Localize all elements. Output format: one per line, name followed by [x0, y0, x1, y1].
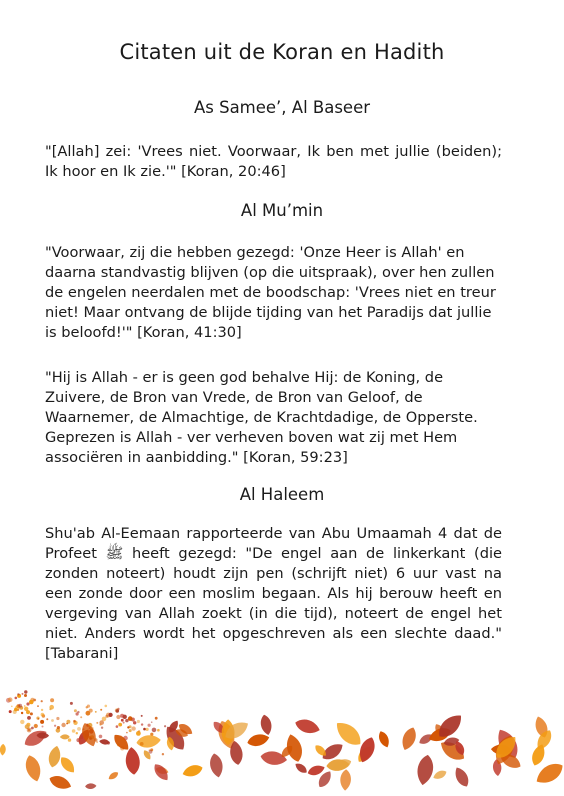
leaf-particle	[24, 690, 27, 693]
section-heading-al-haleem: Al Haleem	[239, 485, 325, 504]
leaf-shape	[399, 725, 419, 752]
leaf-particle	[116, 715, 120, 719]
leaf-particle	[9, 710, 12, 713]
leaf-particle	[24, 707, 28, 711]
leaf-particle	[126, 732, 128, 734]
leaf-particle	[30, 712, 33, 715]
leaf-particle	[21, 712, 23, 714]
leaf-particle	[133, 721, 136, 724]
leaf-particle	[99, 735, 103, 739]
leaf-particle	[131, 726, 135, 730]
leaf-shape	[340, 769, 352, 791]
leaf-particle	[95, 711, 97, 713]
leaf-particle	[26, 702, 29, 705]
leaf-particle	[151, 721, 153, 723]
leaf-particle	[74, 709, 77, 712]
leaf-shape	[85, 783, 97, 789]
leaf-particle	[24, 705, 26, 707]
leaf-particle	[46, 718, 48, 720]
leaf-particle	[27, 728, 32, 733]
leaf-shape	[452, 765, 472, 789]
page-title: Citaten uit de Koran en Hadith	[119, 40, 445, 64]
leaf-shape	[259, 714, 273, 736]
leaf-particle	[77, 727, 81, 731]
leaf-particle	[37, 705, 39, 707]
leaf-particle	[24, 694, 27, 697]
leaf-shape	[23, 753, 44, 783]
leaf-particle	[50, 698, 54, 702]
leaf-particle	[164, 725, 166, 727]
leaf-particle	[109, 713, 113, 717]
leaf-particle	[68, 738, 71, 741]
leaf-particle	[41, 713, 45, 717]
leaf-particle	[141, 715, 143, 717]
leaf-particle	[120, 714, 124, 718]
quote-paragraph: "Voorwaar, zij die hebben gezegd: 'Onze Heer is Allah' en daarna standvastig blijven (op die uitspraak), over hen zullen de engelen neerdalen met de boodschap: 'Vrees niet en treur niet! Maar ontvang de blijde tijding van het Paradijs dat jullie is beloofd!'" [Koran, 41:30]	[45, 244, 496, 341]
leaf-particle	[49, 708, 51, 710]
leaf-particle	[121, 719, 124, 722]
leaf-particle	[149, 749, 151, 751]
leaf-particle	[42, 726, 44, 728]
leaf-particle	[14, 708, 17, 711]
leaf-shape	[181, 763, 204, 779]
section-heading-as-samee: As Samee’, Al Baseer	[193, 98, 371, 117]
leaf-particle	[29, 700, 34, 705]
leaf-particle	[40, 720, 44, 724]
leaf-particle	[143, 728, 146, 731]
leaf-particle	[86, 711, 91, 716]
leaf-particle	[150, 733, 153, 736]
leaf-shape	[107, 770, 120, 781]
leaf-particle	[100, 709, 102, 711]
leaf-particle	[76, 732, 78, 734]
leaf-particle	[138, 730, 140, 732]
leaf-particle	[116, 725, 119, 728]
leaf-particle	[123, 722, 125, 724]
leaf-particle	[73, 720, 76, 723]
leaf-particle	[152, 728, 157, 733]
leaf-particle	[76, 712, 79, 715]
leaf-shape	[58, 754, 78, 775]
leaf-particle	[15, 697, 18, 700]
leaf-particle	[22, 693, 24, 695]
leaf-shape	[415, 754, 435, 787]
leaf-particle	[155, 717, 158, 720]
leaf-particle	[54, 725, 56, 727]
leaf-particle	[33, 699, 36, 702]
leaf-shape	[136, 734, 162, 749]
leaf-shape	[377, 730, 392, 749]
leaf-particle	[116, 709, 120, 713]
leaf-particle	[127, 726, 129, 728]
leaf-particle	[41, 700, 43, 702]
leaf-particle	[57, 726, 60, 729]
leaf-shape	[293, 761, 308, 775]
leaf-particle	[31, 727, 34, 730]
leaf-particle	[146, 728, 149, 731]
leaf-particle	[137, 720, 140, 723]
leaf-shape	[0, 744, 6, 756]
quote-paragraph: "[Allah] zei: 'Vrees niet. Voorwaar, Ik ben met jullie (beiden); Ik hoor en Ik zie.'" [Koran, 20:46]	[45, 143, 502, 180]
leaf-shape	[47, 773, 73, 792]
leaf-particle	[157, 729, 160, 732]
leaf-particle	[41, 709, 43, 711]
leaf-particle	[51, 719, 54, 722]
leaf-particle	[17, 693, 19, 695]
leaf-particle	[148, 724, 151, 727]
leaf-particle	[56, 717, 59, 720]
leaf-particle	[34, 724, 38, 728]
leaf-particle	[105, 705, 108, 708]
section-heading-al-mumin: Al Mu’min	[240, 201, 324, 220]
quote-paragraph: "Hij is Allah - er is geen god behalve Hij: de Koning, de Zuivere, de Bron van Vrede, de Bron van Geloof, de Waarnemer, de Almachtige, de Krachtdadige, de Opperste. Geprezen is Allah - ver verheven boven wat zij met Hem associëren in aanbidding." [Koran, 59:23]	[45, 369, 478, 466]
leaf-particle	[162, 753, 164, 755]
leaf-particle	[11, 706, 13, 708]
leaf-shape	[246, 732, 271, 748]
leaf-shape	[432, 768, 448, 781]
leaf-shape	[47, 745, 63, 769]
leaf-particle	[128, 716, 133, 721]
hadith-paragraph: Shu'ab Al-Eemaan rapporteerde van Abu Umaamah 4 dat de Profeet ﷺ heeft gezegd: "De engel aan de linkerkant (die zonden noteert) houdt zijn pen (schrijft niet) 6 uur vast na een zonde door een moslim begaan. Als hij berouw heeft en vergeving van Allah zoekt (in die tijd), noteert de engel het niet. Anders wordt het opgeschreven als een slechte daad." [Tabarani]	[45, 525, 502, 662]
leaf-particle	[38, 718, 40, 720]
leaf-particle	[20, 720, 24, 724]
leaf-particle	[66, 723, 68, 725]
leaf-particle	[96, 741, 98, 743]
leaf-particle	[101, 727, 103, 729]
autumn-leaves-illustration	[0, 670, 564, 796]
leaf-particle	[99, 723, 101, 725]
leaf-particle	[72, 729, 76, 733]
leaf-shape	[293, 717, 321, 737]
leaf-shape	[124, 746, 141, 775]
leaf-particle	[8, 697, 13, 702]
leaf-particle	[96, 722, 98, 724]
leaf-particle	[70, 702, 73, 705]
leaf-particle	[105, 715, 108, 718]
leaf-particle	[129, 729, 132, 732]
leaf-particle	[87, 705, 90, 708]
leaf-particle	[61, 723, 65, 727]
leaf-shape	[208, 752, 225, 778]
leaf-particle	[80, 716, 82, 718]
leaf-shape	[60, 734, 70, 739]
leaf-particle	[141, 723, 143, 725]
leaf-particle	[118, 723, 122, 727]
leaf-particle	[18, 704, 22, 708]
leaf-particle	[27, 716, 31, 720]
